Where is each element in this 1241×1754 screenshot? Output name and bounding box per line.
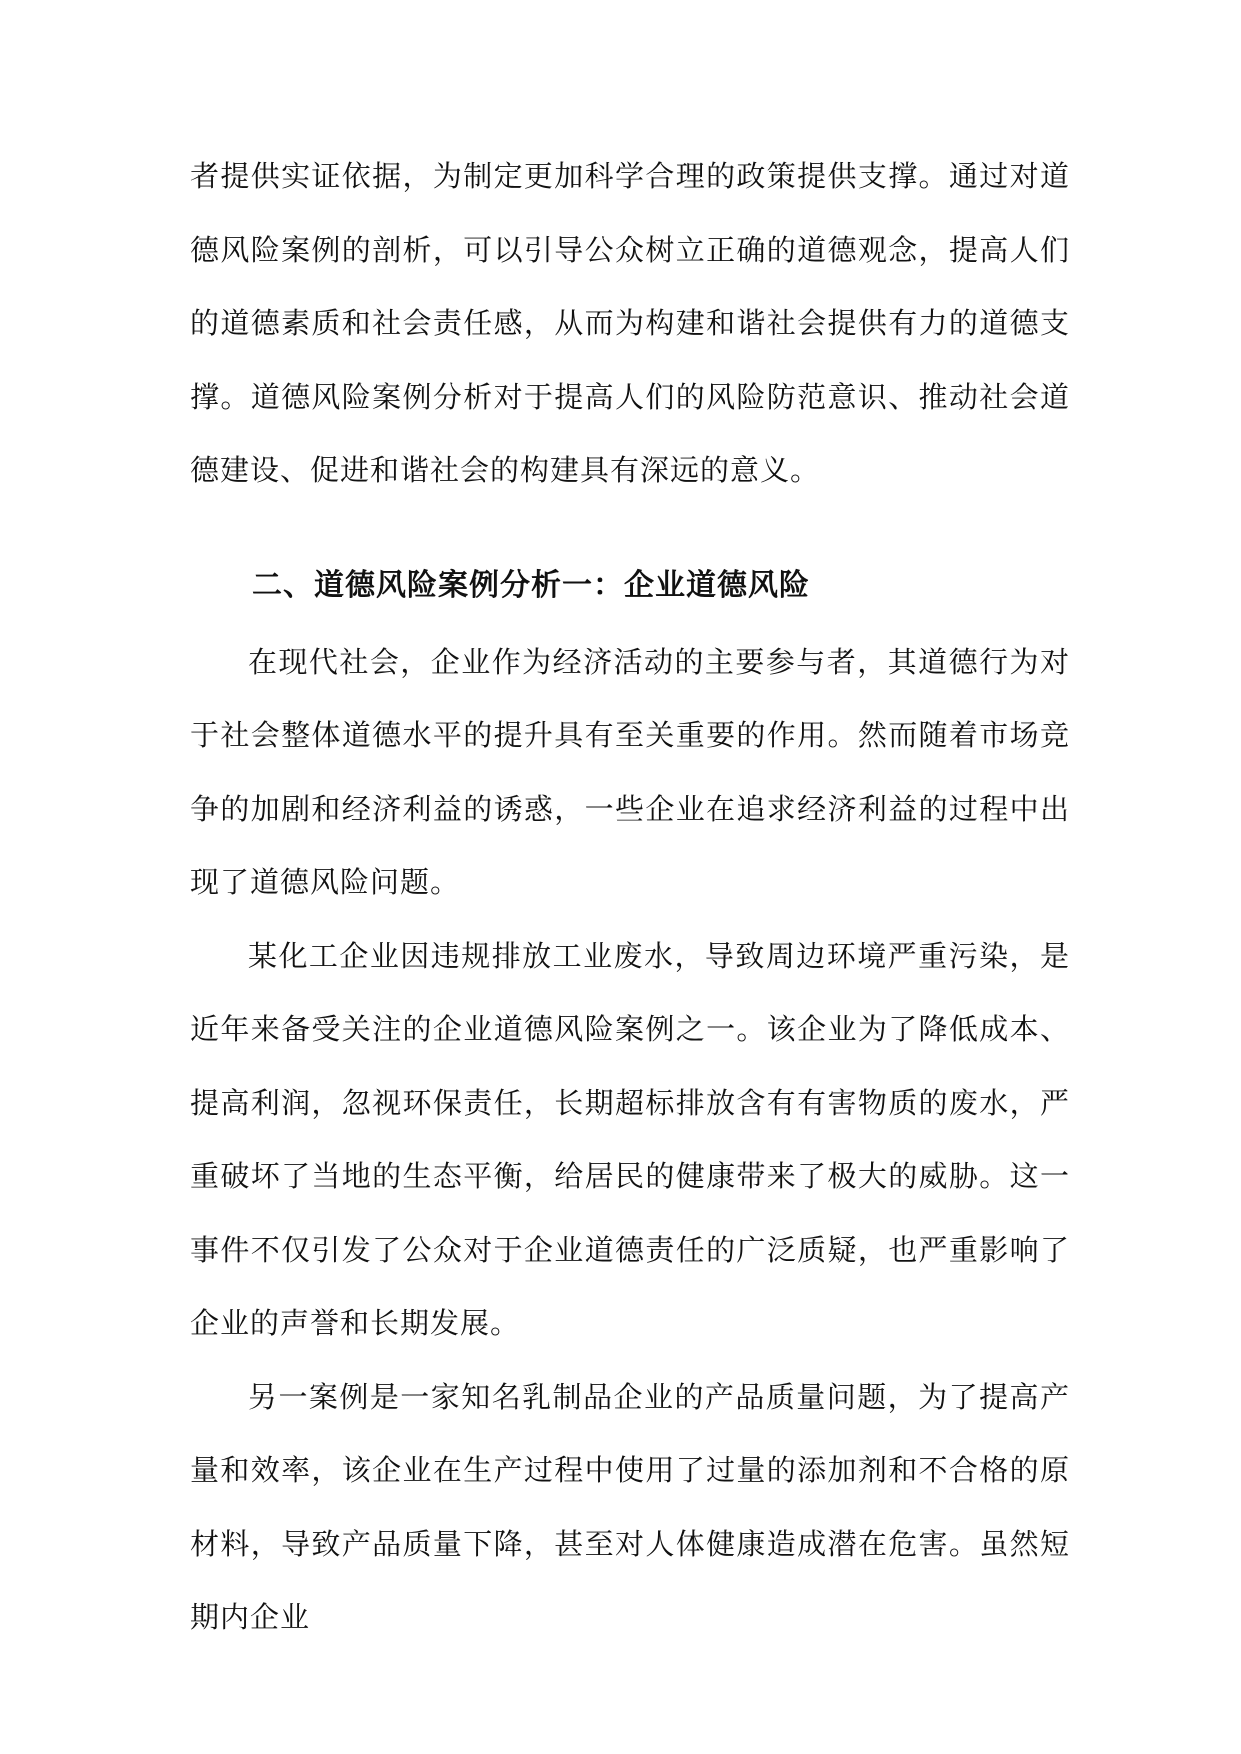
section-heading: 二、道德风险案例分析一：企业道德风险 [252, 567, 810, 603]
document-body [190, 140, 1070, 1655]
paragraph: 某化工企业因违规排放工业废水，导致周边环境严重污染，是近年来备受关注的企业道德风险案例之一。该企业为了降低成本、提高利润，忽视环保责任，长期超标排放含有有害物质的废水，严重破坏了当地的生态平衡，给居民的健康带来了极大的威胁。这一事件不仅引发了公众对于企业道德责任的广泛质疑，也严重影响了企业的声誉和长期发展。 [190, 938, 1070, 1340]
paragraph-continuation: 者提供实证依据，为制定更加科学合理的政策提供支撑。通过对道德风险案例的剖析，可以引导公众树立正确的道德观念，提高人们的道德素质和社会责任感，从而为构建和谐社会提供有力的道德支撑。道德风险案例分析对于提高人们的风险防范意识、推动社会道德建设、促进和谐社会的构建具有深远的意义。 [190, 159, 1070, 487]
paragraph: 在现代社会，企业作为经济活动的主要参与者，其道德行为对于社会整体道德水平的提升具有至关重要的作用。然而随着市场竞争的加剧和经济利益的诱惑，一些企业在追求经济利益的过程中出现了道德风险问题。 [190, 644, 1070, 899]
paragraph: 另一案例是一家知名乳制品企业的产品质量问题，为了提高产量和效率，该企业在生产过程中使用了过量的添加剂和不合格的原材料，导致产品质量下降，甚至对人体健康造成潜在危害。虽然短期内企业 [190, 1379, 1070, 1634]
